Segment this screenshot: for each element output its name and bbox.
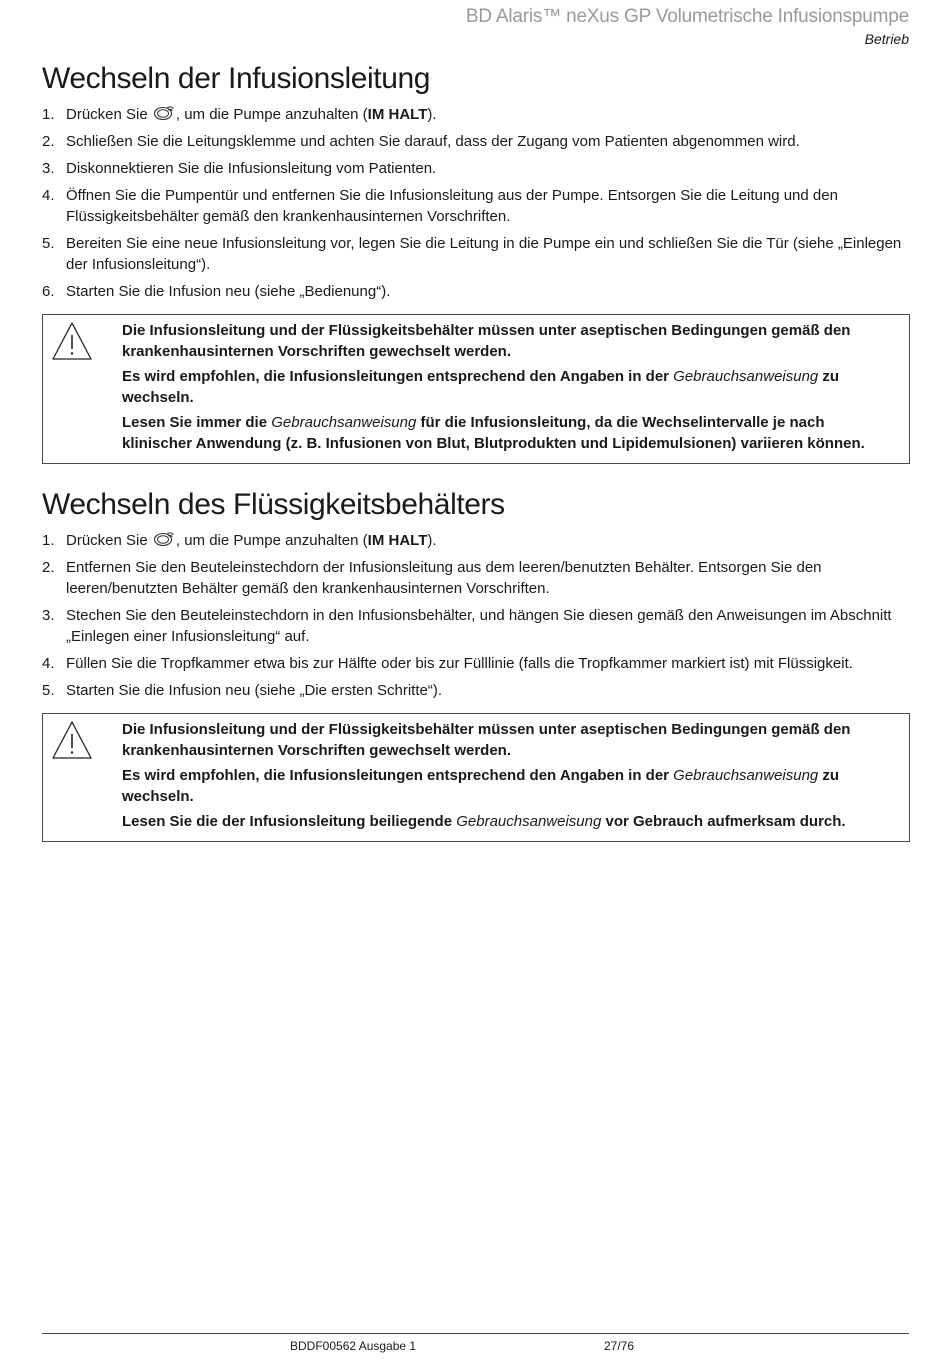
warning-text: Die Infusionsleitung und der Flüssigkeitsbehälter müssen unter aseptischen Bedingungen gemäß den krankenhausinternen Vorschriften gewechselt werden. — [122, 322, 851, 360]
step-number: 3. — [42, 160, 55, 177]
list-item — [42, 530, 910, 551]
step-text: Öffnen Sie die Pumpentür und entfernen Sie die Infusionsleitung aus der Pumpe. Entsorgen Sie die Leitung und den Flüssigkeitsbehälter gemäß den krankenhausinternen Vorschriften. — [66, 187, 838, 225]
warning-box — [42, 314, 910, 464]
warning-triangle-icon — [50, 719, 94, 761]
state-label: IM HALT — [367, 106, 428, 123]
section-change-infusion-set — [42, 62, 910, 464]
list-item — [42, 158, 910, 179]
step-text: Drücken Sie — [66, 106, 152, 123]
list-item — [42, 557, 910, 599]
step-number: 5. — [42, 235, 55, 252]
step-number: 2. — [42, 133, 55, 150]
steps-list — [42, 104, 910, 302]
warning-text: Die Infusionsleitung und der Flüssigkeitsbehälter müssen unter aseptischen Bedingungen gemäß den krankenhausinternen Vorschriften gewechselt werden. — [122, 721, 851, 759]
step-text: Starten Sie die Infusion neu (siehe „Bedienung“). — [66, 283, 391, 300]
section-title: Wechseln der Infusionsleitung — [42, 62, 431, 95]
step-number: 1. — [42, 106, 55, 123]
warning-text: Es wird empfohlen, die Infusionsleitungen entsprechend den Angaben in der Gebrauchsanweisung zu wechseln. — [122, 368, 840, 406]
list-item — [42, 680, 910, 701]
section-title: Wechseln des Flüssigkeitsbehälters — [42, 488, 505, 521]
warning-box — [42, 713, 910, 842]
chapter-name: Betrieb — [864, 31, 909, 47]
document-id: BDDF00562 Ausgabe 1 — [290, 1339, 417, 1353]
step-text: , um die Pumpe anzuhalten ( — [175, 106, 368, 123]
steps-list — [42, 530, 910, 701]
step-text: Drücken Sie — [66, 532, 152, 549]
step-text: ). — [427, 106, 437, 123]
list-item — [42, 131, 910, 152]
step-number: 5. — [42, 682, 55, 699]
step-text: Füllen Sie die Tropfkammer etwa bis zur Hälfte oder bis zur Fülllinie (falls die Tropfkammer markiert ist) mit Flüssigkeit. — [66, 655, 853, 672]
step-text: Starten Sie die Infusion neu (siehe „Die ersten Schritte“). — [66, 682, 443, 699]
state-label: IM HALT — [367, 532, 428, 549]
warning-text: Lesen Sie immer die Gebrauchsanweisung für die Infusionsleitung, da die Wechselintervalle je nach klinischer Anwendung (z. B. Infusionen von Blut, Blutprodukten und Lipidemulsionen) variieren können. — [122, 414, 865, 452]
step-text: , um die Pumpe anzuhalten ( — [175, 532, 368, 549]
pause-button-icon — [153, 531, 175, 547]
page-number: 27/76 — [604, 1339, 635, 1353]
step-number: 4. — [42, 655, 55, 672]
list-item — [42, 281, 910, 302]
page-header — [466, 6, 909, 48]
section-change-fluid-container — [42, 488, 910, 842]
warning-triangle-icon — [50, 320, 94, 362]
step-text: Stechen Sie den Beuteleinstechdorn in den Infusionsbehälter, und hängen Sie diesen gemäß den Anweisungen im Abschnitt „Einlegen einer Infusionsleitung“ auf. — [66, 607, 892, 645]
warning-text: Es wird empfohlen, die Infusionsleitungen entsprechend den Angaben in der Gebrauchsanweisung zu wechseln. — [122, 767, 840, 805]
step-text: Diskonnektieren Sie die Infusionsleitung vom Patienten. — [66, 160, 437, 177]
footer-divider — [42, 1333, 909, 1334]
list-item — [42, 605, 910, 647]
list-item — [42, 104, 910, 125]
step-number: 4. — [42, 187, 55, 204]
step-text: Bereiten Sie eine neue Infusionsleitung vor, legen Sie die Leitung in die Pumpe ein und schließen Sie die Tür (siehe „Einlegen der Infusionsleitung“). — [66, 235, 902, 273]
step-number: 1. — [42, 532, 55, 549]
list-item — [42, 185, 910, 227]
warning-text: Lesen Sie die der Infusionsleitung beiliegende Gebrauchsanweisung vor Gebrauch aufmerksam durch. — [122, 813, 846, 830]
step-text: Entfernen Sie den Beuteleinstechdorn der Infusionsleitung aus dem leeren/benutzten Behälter. Entsorgen Sie den leeren/benutzten Behälter gemäß den krankenhausinternen Vorschriften. — [66, 559, 822, 597]
list-item — [42, 233, 910, 275]
step-text: ). — [427, 532, 437, 549]
step-number: 2. — [42, 559, 55, 576]
step-number: 6. — [42, 283, 55, 300]
document-title: BD Alaris™ neXus GP Volumetrische Infusionspumpe — [465, 6, 909, 27]
pause-button-icon — [153, 105, 175, 121]
list-item — [42, 653, 910, 674]
step-number: 3. — [42, 607, 55, 624]
step-text: Schließen Sie die Leitungsklemme und achten Sie darauf, dass der Zugang vom Patienten abgenommen wird. — [66, 133, 800, 150]
